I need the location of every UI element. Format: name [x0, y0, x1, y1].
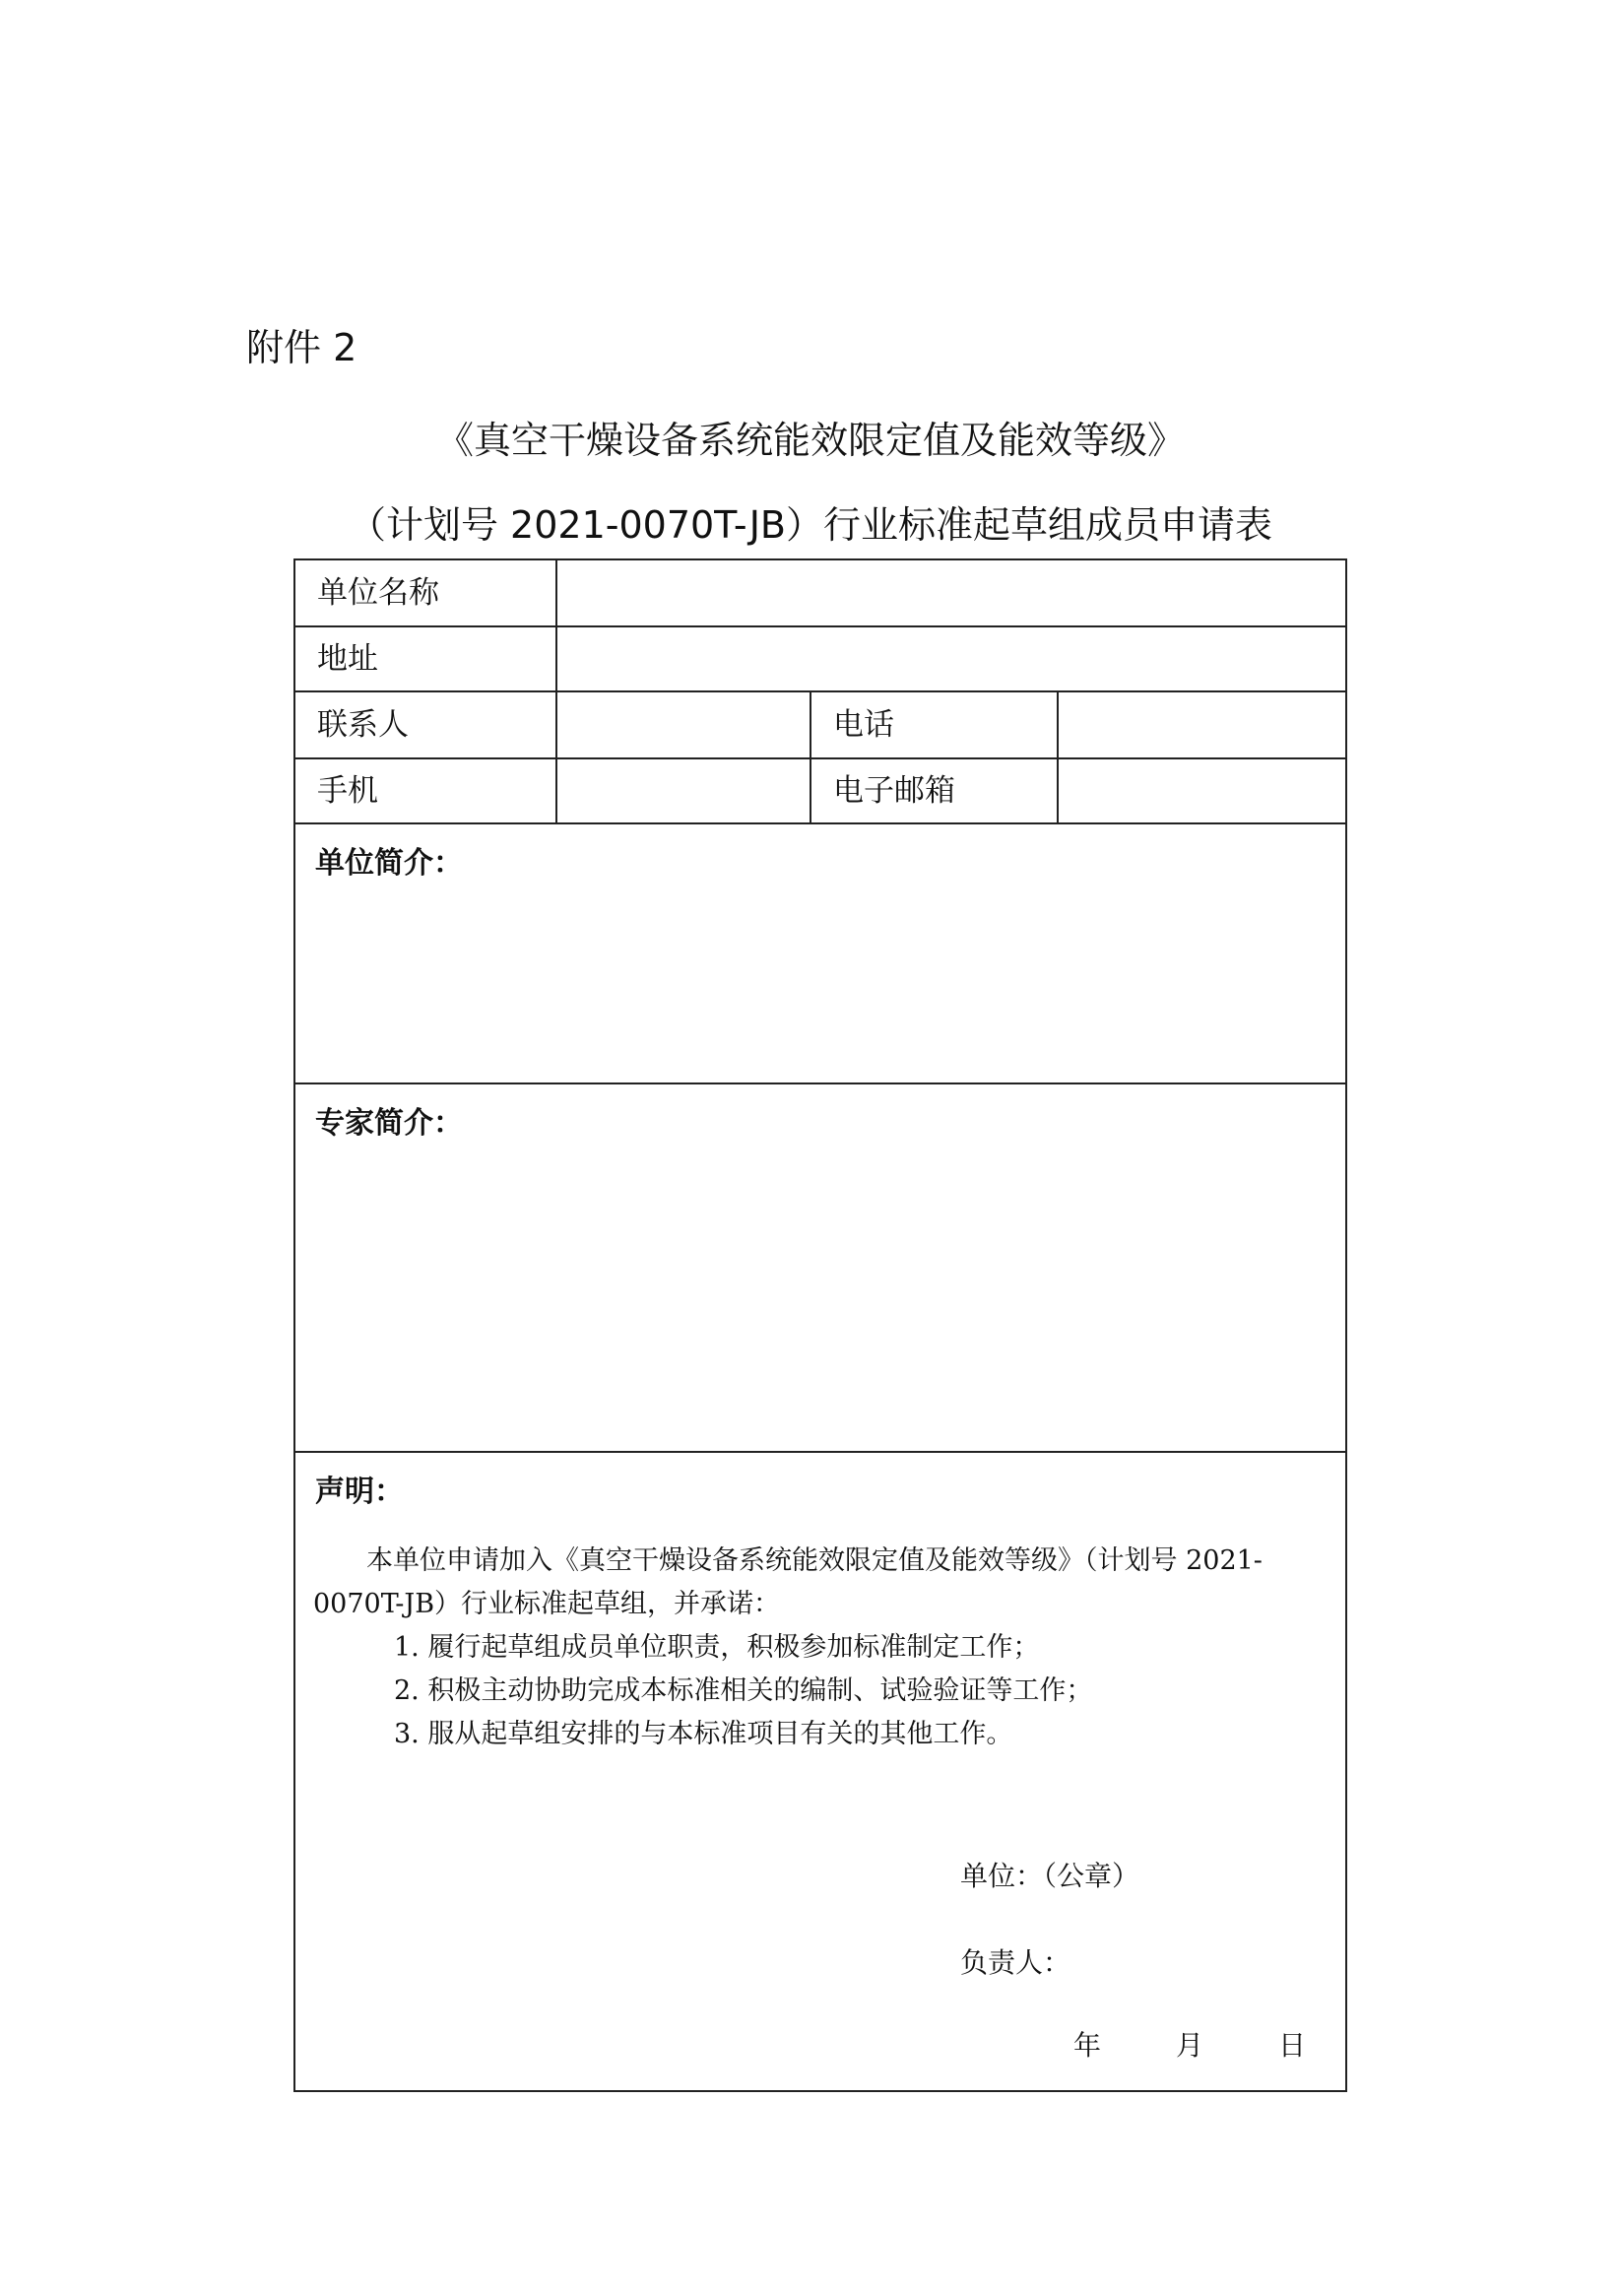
phone-label: 电话 — [811, 692, 1059, 757]
declaration-paragraph: 本单位申请加入《真空干燥设备系统能效限定值及能效等级》（计划号 2021-0070T-JB）行业标准起草组，并承诺： — [313, 1545, 1263, 1619]
email-field[interactable] — [1059, 759, 1345, 822]
date-year: 年 — [1073, 2029, 1102, 2062]
email-label: 电子邮箱 — [811, 759, 1059, 822]
attachment-label: 附件 2 — [246, 326, 357, 369]
declaration-item-2: 2. 积极主动协助完成本标准相关的编制、试验验证等工作； — [394, 1675, 1093, 1706]
expert-intro-section[interactable] — [295, 1084, 1345, 1453]
sign-responsible-person: 负责人： — [960, 1946, 1071, 1979]
row-contact — [295, 692, 1345, 759]
declaration-section — [295, 1453, 1345, 2090]
application-form — [293, 558, 1347, 2092]
declaration-item-1: 1. 履行起草组成员单位职责，积极参加标准制定工作； — [394, 1632, 1040, 1663]
address-field[interactable] — [557, 627, 1345, 690]
unit-name-field[interactable] — [557, 560, 1345, 625]
form-title-line1: 《真空干燥设备系统能效限定值及能效等级》 — [435, 419, 1185, 462]
row-mobile — [295, 759, 1345, 824]
phone-field[interactable] — [1059, 692, 1345, 757]
mobile-field[interactable] — [557, 759, 811, 822]
unit-intro-section[interactable] — [295, 824, 1345, 1084]
date-day: 日 — [1278, 2029, 1307, 2062]
sign-unit-seal: 单位：（公章） — [960, 1860, 1140, 1892]
form-title-line2: （计划号 2021-0070T-JB）行业标准起草组成员申请表 — [348, 503, 1273, 547]
declaration-body — [313, 1540, 1306, 1756]
row-unit-name — [295, 560, 1345, 627]
declaration-item-3: 3. 服从起草组安排的与本标准项目有关的其他工作。 — [394, 1719, 1013, 1749]
contact-field[interactable] — [557, 692, 811, 757]
row-address — [295, 627, 1345, 692]
address-label: 地址 — [295, 627, 557, 690]
date-month: 月 — [1176, 2029, 1204, 2062]
expert-intro-label: 专家简介： — [315, 1106, 463, 1141]
unit-intro-label: 单位简介： — [315, 846, 463, 881]
contact-label: 联系人 — [295, 692, 557, 757]
mobile-label: 手机 — [295, 759, 557, 822]
unit-name-label: 单位名称 — [295, 560, 557, 625]
declaration-label: 声明： — [315, 1475, 404, 1509]
